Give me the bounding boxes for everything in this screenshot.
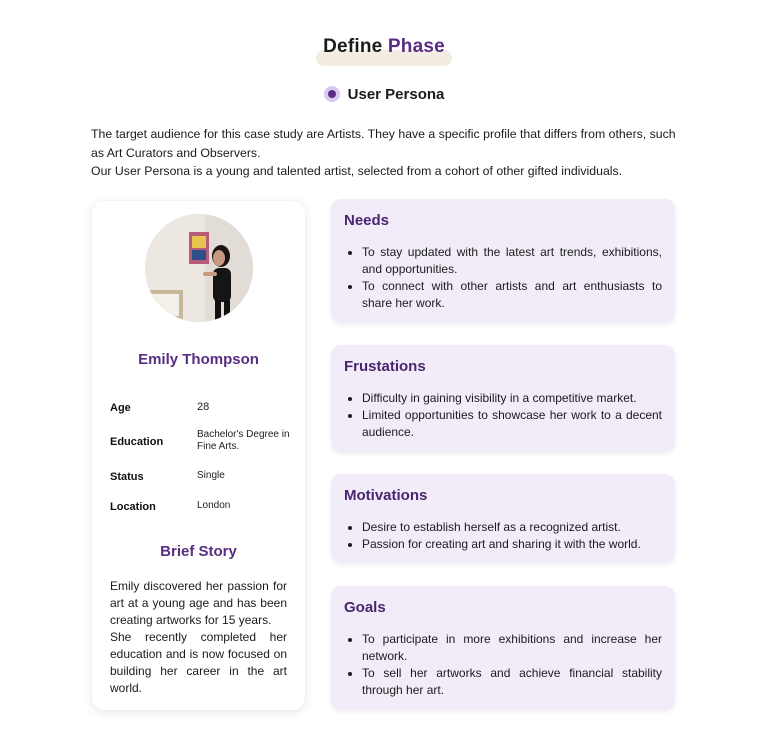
detail-label: Status [110,471,144,483]
intro-line-2: Our User Persona is a young and talented artist, selected from a cohort of other gifted individuals. [91,164,623,178]
detail-value: Single [197,470,225,481]
story-text [110,578,287,697]
list-item: • To participate in more exhibitions and increase her network. [362,631,662,665]
title-phase: Phase [387,36,445,57]
list-item: • Desire to establish herself as a recognized artist. [362,519,662,536]
list-item: • To connect with other artists and art enthusiasts to share her work. [362,278,662,312]
detail-value: London [197,500,231,511]
title-define: Define [323,36,383,57]
intro-text [91,125,681,181]
frustrations-list [344,390,662,441]
persona-card [92,201,305,710]
intro-line-1: The target audience for this case study are Artists. They have a specific profile that differs from others, such as Art Curators and Observers. [91,127,676,160]
motivations-box [331,474,675,563]
detail-value: 28 [197,401,210,413]
detail-value: Bachelor's Degree in Fine Arts. [197,429,290,452]
list-item: • To stay updated with the latest art trends, exhibitions, and opportunities. [362,244,662,278]
section-heading [0,86,768,103]
frustrations-title: Frustations [344,358,426,375]
page-title [0,36,768,58]
needs-list [344,244,662,312]
avatar [145,214,253,322]
goals-title: Goals [344,599,386,616]
bullet-dot-icon [324,86,340,102]
goals-box [331,586,675,710]
motivations-list [344,519,662,553]
frustrations-box [331,345,675,452]
story-paragraph-2: She recently completed her education and is now focused on building her career in the art world. [110,630,287,695]
persona-photo [145,214,253,322]
detail-label: Location [110,501,156,513]
list-item: • Difficulty in gaining visibility in a competitive market. [362,390,662,407]
needs-title: Needs [344,212,390,229]
list-item: • Limited opportunities to showcase her work to a decent audience. [362,407,662,441]
detail-label: Age [110,402,131,414]
story-title: Brief Story [160,543,237,560]
persona-name: Emily Thompson [138,351,259,368]
goals-list [344,631,662,699]
motivations-title: Motivations [344,487,428,504]
section-heading-label: User Persona [347,86,445,103]
list-item: • To sell her artworks and achieve financial stability through her art. [362,665,662,699]
detail-label: Education [110,436,164,448]
story-paragraph-1: Emily discovered her passion for art at a young age and has been creating artworks for 15 years. [110,579,287,627]
list-item: • Passion for creating art and sharing it with the world. [362,536,662,553]
needs-box [331,199,675,323]
